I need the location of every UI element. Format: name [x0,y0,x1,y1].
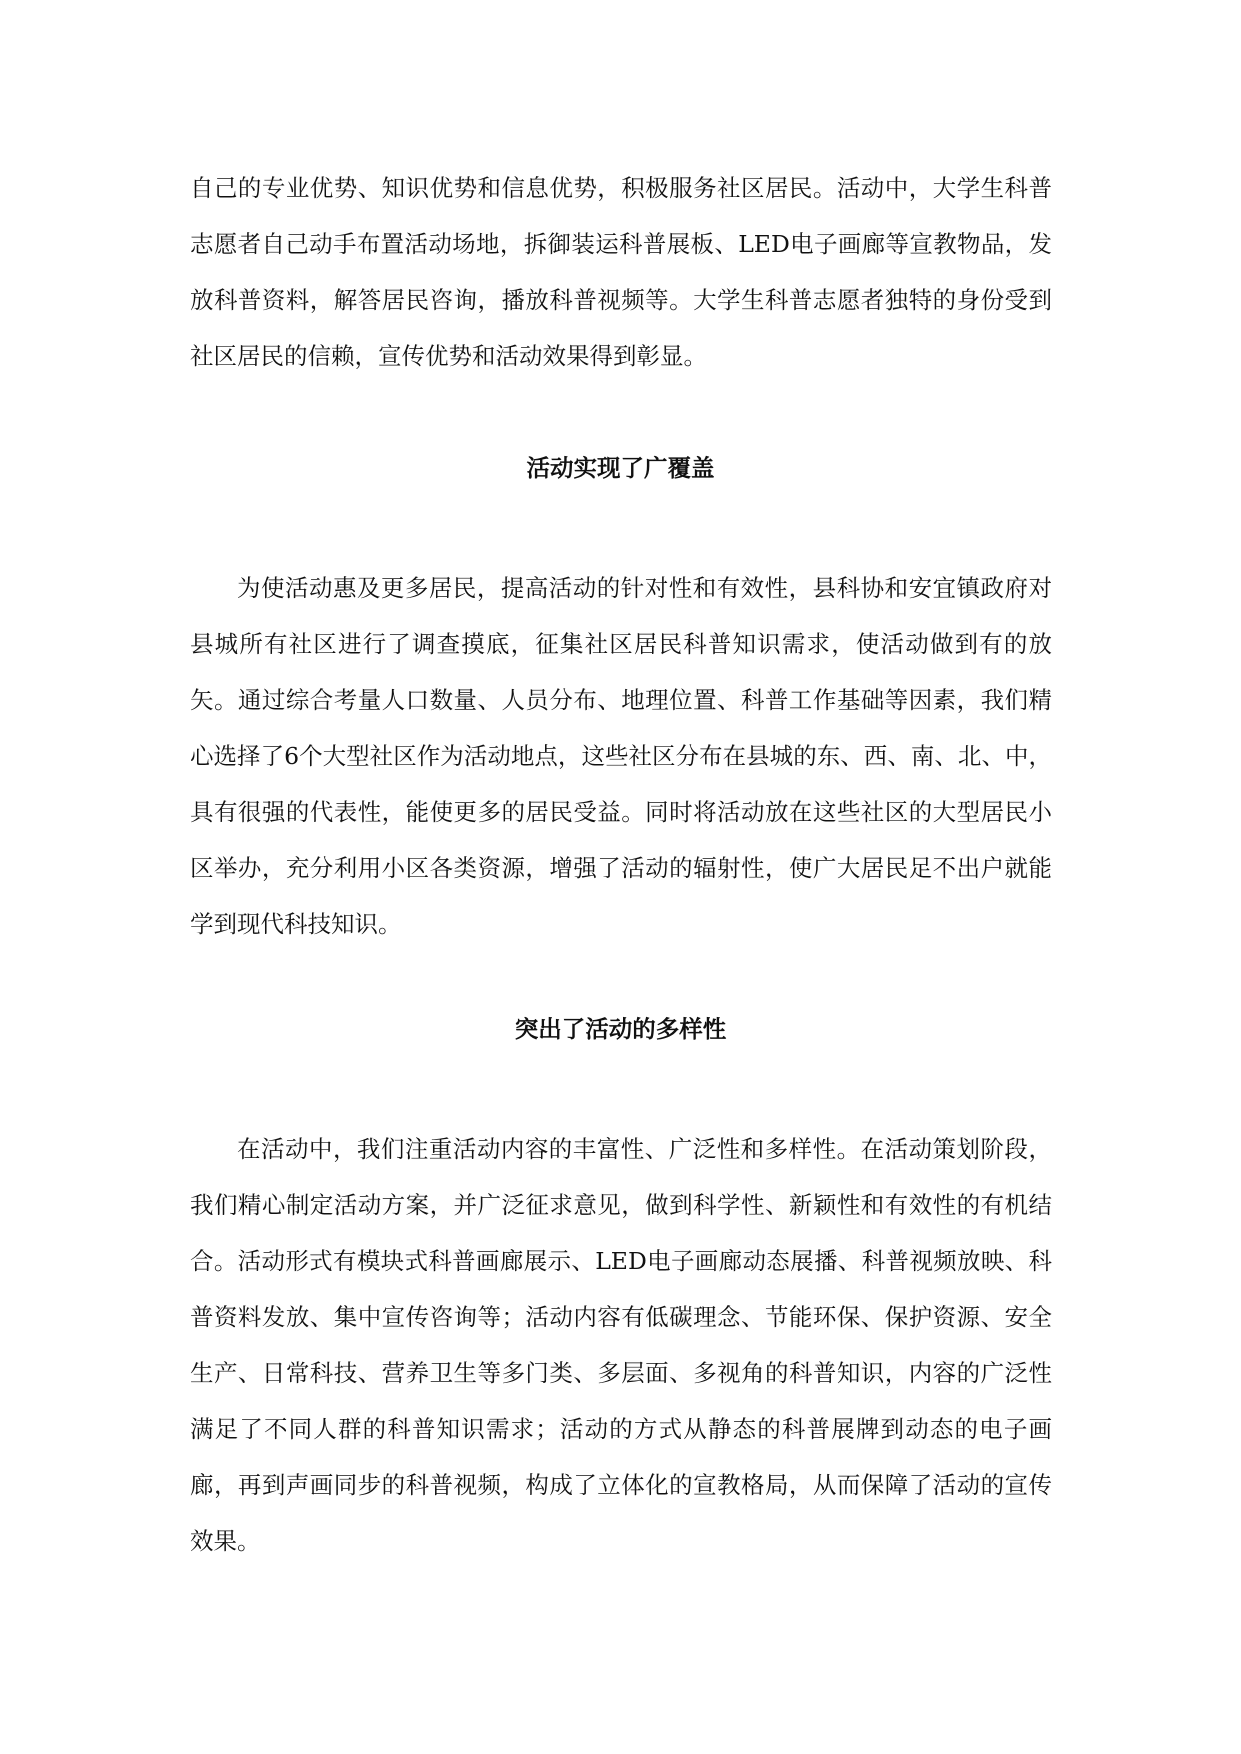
section-heading-diversity: 突出了活动的多样性 [514,1015,727,1043]
paragraph-diversity: 在活动中，我们注重活动内容的丰富性、广泛性和多样性。在活动策划阶段，我们精心制定活动方案，并广泛征求意见，做到科学性、新颖性和有效性的有机结合。活动形式有模块式科普画廊展示、LED电子画廊动态展播、科普视频放映、科普资料发放、集中宣传咨询等；活动内容有低碳理念、节能环保、保护资源、安全生产、日常科技、营养卫生等多门类、多层面、多视角的科普知识，内容的广泛性满足了不同人群的科普知识需求；活动的方式从静态的科普展牌到动态的电子画廊，再到声画同步的科普视频，构成了立体化的宣教格局，从而保障了活动的宣传效果。 [190,1135,1052,1555]
section-heading-coverage: 活动实现了广覆盖 [526,454,715,482]
paragraph-coverage: 为使活动惠及更多居民，提高活动的针对性和有效性，县科协和安宜镇政府对县城所有社区进行了调查摸底，征集社区居民科普知识需求，使活动做到有的放矢。通过综合考量人口数量、人员分布、地理位置、科普工作基础等因素，我们精心选择了6个大型社区作为活动地点，这些社区分布在县城的东、西、南、北、中，具有很强的代表性，能使更多的居民受益。同时将活动放在这些社区的大型居民小区举办，充分利用小区各类资源，增强了活动的辐射性，使广大居民足不出户就能学到现代科技知识。 [190,574,1052,938]
paragraph-volunteers: 自己的专业优势、知识优势和信息优势，积极服务社区居民。活动中，大学生科普志愿者自己动手布置活动场地，拆御装运科普展板、LED电子画廊等宣教物品，发放科普资料，解答居民咨询，播放科普视频等。大学生科普志愿者独特的身份受到社区居民的信赖，宣传优势和活动效果得到彰显。 [190,174,1052,370]
